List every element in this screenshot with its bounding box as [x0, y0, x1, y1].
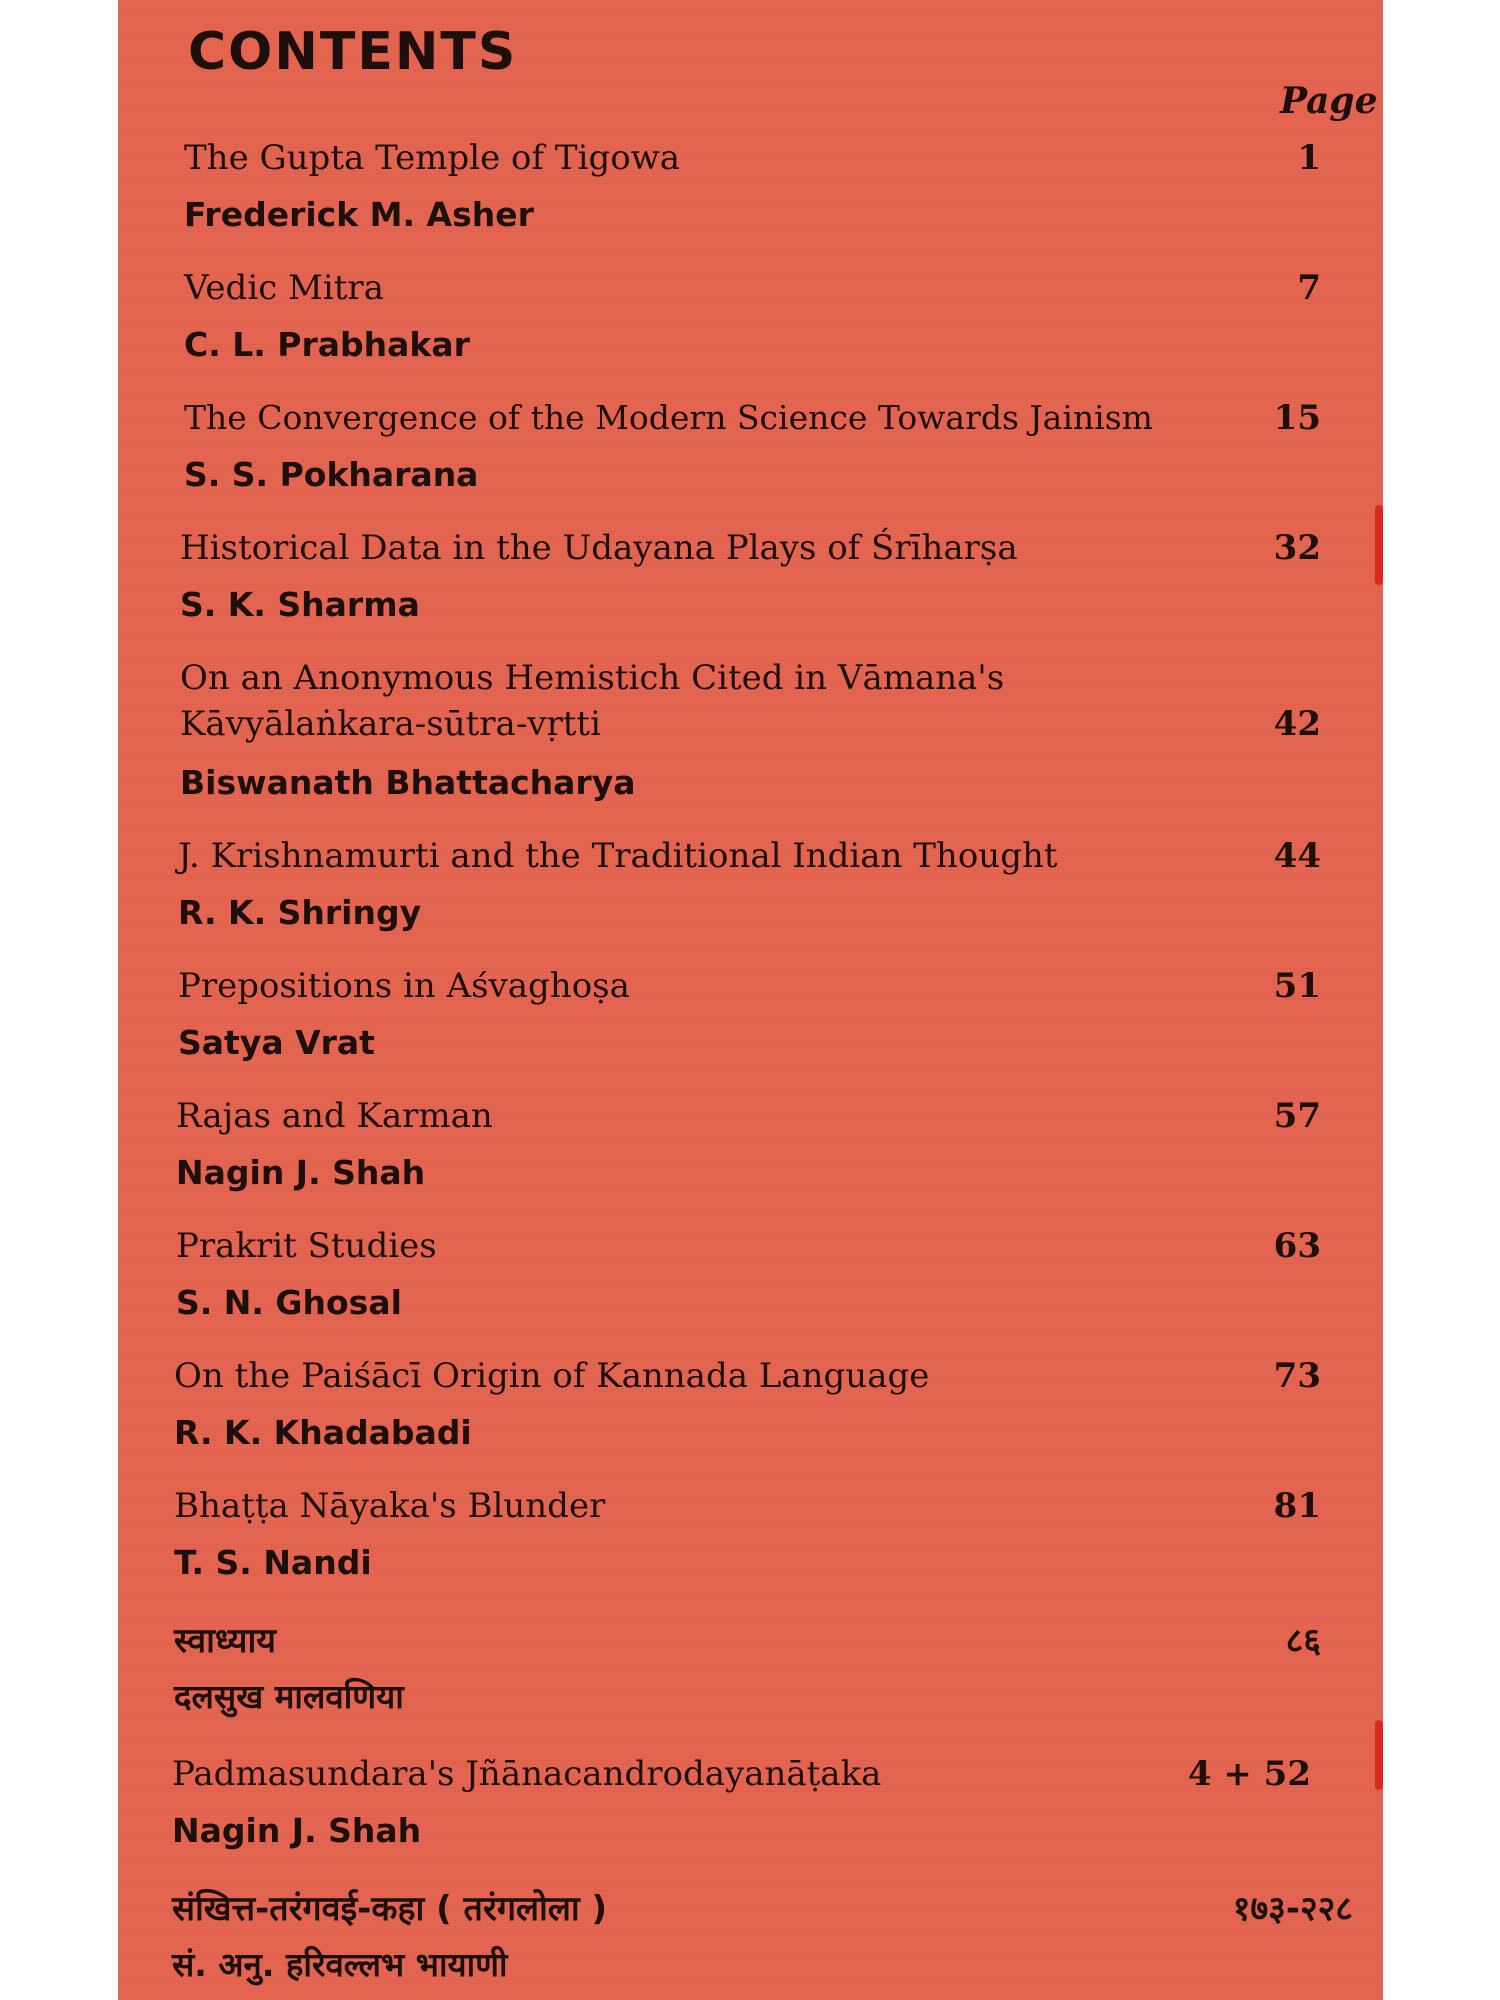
article-title: स्वाध्याय [174, 1621, 276, 1661]
page-edge-mark [1375, 1720, 1383, 1790]
page-number: 44 [1273, 836, 1321, 876]
page-number: 51 [1273, 966, 1321, 1006]
article-title: Vedic Mitra [184, 268, 384, 308]
article-title: Bhaṭṭa Nāyaka's Blunder [174, 1486, 606, 1526]
article-author: सं. अनु. हरिवल्लभ भायाणी [172, 1945, 508, 1984]
article-title: The Convergence of the Modern Science Towards Jainism [184, 398, 1153, 437]
page-number: ८६ [1285, 1621, 1321, 1661]
article-author: Nagin J. Shah [172, 1811, 422, 1850]
page-number: 81 [1273, 1486, 1321, 1526]
page-column-label: Page [1280, 80, 1378, 122]
article-title: Prepositions in Aśvaghoṣa [178, 966, 630, 1006]
article-author: R. K. Khadabadi [174, 1413, 472, 1452]
page-title: CONTENTS [188, 22, 518, 82]
toc-list [118, 0, 1383, 2000]
article-title: Prakrit Studies [176, 1226, 437, 1266]
article-title: On the Paiśācī Origin of Kannada Language [174, 1356, 930, 1396]
article-author: S. N. Ghosal [176, 1283, 402, 1322]
page-number: १७३-२२८ [1232, 1889, 1353, 1929]
article-title: Historical Data in the Udayana Plays of Śrīharṣa [180, 528, 1018, 568]
page-number: 63 [1273, 1226, 1321, 1266]
article-author: Biswanath Bhattacharya [180, 763, 636, 802]
page-number: 4 + 52 [1187, 1754, 1311, 1794]
article-title: On an Anonymous Hemistich Cited in Vāmana's [180, 658, 1005, 698]
article-author: C. L. Prabhakar [184, 325, 470, 364]
article-author: Nagin J. Shah [176, 1153, 426, 1192]
page-number: 57 [1273, 1096, 1321, 1136]
article-author: दलसुख मालवणिया [174, 1677, 404, 1716]
page-number: 73 [1273, 1356, 1321, 1396]
article-title: The Gupta Temple of Tigowa [184, 138, 681, 178]
article-author: R. K. Shringy [178, 893, 422, 932]
article-title: J. Krishnamurti and the Traditional Indian Thought [178, 836, 1058, 876]
page-number: 32 [1273, 528, 1321, 568]
article-author: Frederick M. Asher [184, 195, 534, 234]
article-author: Satya Vrat [178, 1023, 375, 1062]
page-number: 1 [1297, 138, 1321, 178]
article-author: S. S. Pokharana [184, 455, 479, 494]
contents-page [118, 0, 1383, 2000]
article-title: संखित्त-तरंगवई-कहा ( तरंगलोला ) [172, 1889, 608, 1929]
article-title: Rajas and Karman [176, 1096, 493, 1136]
article-title: Padmasundara's Jñānacandrodayanāṭaka [172, 1754, 882, 1794]
article-author: S. K. Sharma [180, 585, 420, 624]
article-author: T. S. Nandi [174, 1543, 372, 1582]
page-number: 15 [1273, 398, 1321, 438]
article-title-continued: Kāvyālaṅkara-sūtra-vṛtti [180, 704, 601, 744]
page-number: 42 [1273, 704, 1321, 744]
page-number: 7 [1297, 268, 1321, 308]
page-edge-mark [1375, 505, 1383, 585]
